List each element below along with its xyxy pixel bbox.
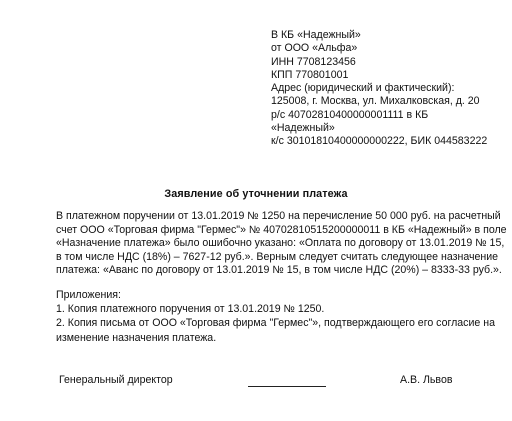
signature-line xyxy=(248,386,326,387)
addressee-line: В КБ «Надежный» xyxy=(271,29,361,41)
addressee-line: Адрес (юридический и фактический): xyxy=(271,82,455,95)
body-line: «Назначение платежа» было ошибочно указано: «Оплата по договору от 13.01.2019 № 15, xyxy=(56,237,505,250)
body-line: платежа: «Аванс по договору от 13.01.2019 № 15, в том числе НДС (20%) – 8333-33 руб.». xyxy=(56,264,502,277)
signer-position: Генеральный директор xyxy=(59,374,173,386)
body-line: счет ООО «Торговая фирма "Гермес"» № 40702810515200000011 в КБ «Надежный» в поле xyxy=(56,223,507,236)
attachments-block xyxy=(56,288,496,345)
addressee-block xyxy=(271,29,506,149)
attachments-heading: Приложения: xyxy=(56,289,121,301)
addressee-line: КПП 770801001 xyxy=(271,68,349,81)
attachment-item: изменение назначения платежа. xyxy=(56,331,217,344)
addressee-line: от ООО «Альфа» xyxy=(271,42,358,55)
body-paragraph xyxy=(56,210,507,278)
attachment-item: 2. Копия письма от ООО «Торговая фирма "Гермес"», подтверждающего его согласие на xyxy=(56,317,495,330)
signer-name: А.В. Львов xyxy=(400,374,453,386)
addressee-line: «Надежный» xyxy=(271,122,335,135)
body-line: В платежном поручении от 13.01.2019 № 1250 на перечисление 50 000 руб. на расчетный xyxy=(56,210,501,222)
addressee-line: р/с 40702810400000001111 в КБ xyxy=(271,108,429,121)
signature-block xyxy=(0,374,512,394)
document-title: Заявление об уточнении платежа xyxy=(164,188,348,200)
addressee-line: 125008, г. Москва, ул. Михалковская, д. 20 xyxy=(271,95,480,108)
addressee-line: ИНН 7708123456 xyxy=(271,55,356,68)
body-line: в том числе НДС (18%) – 7627-12 руб.». Верным следует считать следующее назначение xyxy=(56,250,499,263)
attachment-item: 1. Копия платежного поручения от 13.01.2019 № 1250. xyxy=(56,303,325,316)
addressee-line: к/с 30101810400000000222, БИК 044583222 xyxy=(271,135,488,148)
